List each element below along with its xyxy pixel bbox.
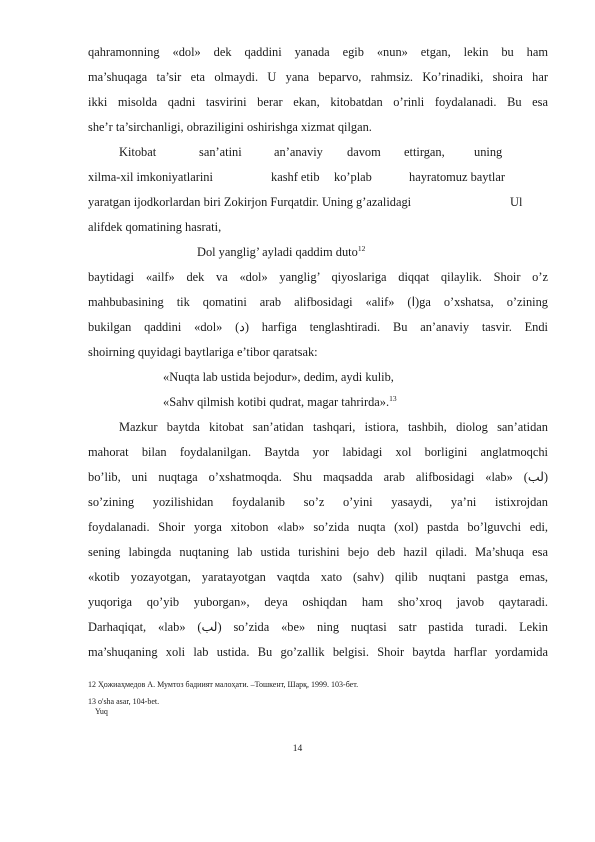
body-line: foydalanadi. Shoir yorga xitobon «lab» so’zida nuqta (xol) pastda bo’lguvchi edi, (88, 520, 548, 534)
body-line: ma’shuqaga ta’sir eta olmaydi. U yana beparvo, rahmsiz. Ko’rinadiki, shoira har (88, 70, 548, 84)
footnote-fragment: Yuq (95, 707, 108, 716)
verse-line: Dol yanglig’ ayladi qaddim duto$^{12}$ (197, 243, 366, 259)
body-line: baytidagi «ailf» dek va «dol» yanglig’ qiyoslariga diqqat qilaylik. Shoir o’z (88, 270, 548, 284)
body-line: Mazkur baytda kitobat san’atidan tashqari, istiora, tashbih, diolog san’atidan (119, 420, 548, 434)
body-line: bo’lib, uni nuqtaga o’xshatmoqda. Shu maqsadda arab alifbosidagi «lab» (لب) (88, 470, 548, 484)
body-line: mahorat bilan foydalanilgan. Baytda yor labidagi xol borligini anglatmoqchi (88, 445, 548, 459)
body-line: yaratgan ijodkorlardan biri Zokirjon Furqatdir. Uning g’azalidagi Ul (88, 195, 523, 209)
body-line: she’r ta’sirchanligi, obraziliginі oshirishga xizmat qilgan. (88, 120, 372, 134)
body-line: mahbubasining tik qomatini arab alifbosidagi «alif» (ا)ga o’xshatsa, o’zining (88, 295, 548, 309)
body-line: qahramonning «dol» dek qaddini yanada egib «nun» etgan, lekin bu ham (88, 45, 548, 59)
body-line: ma’shuqaning xoli lab ustida. Bu go’zallik belgisi. Shoir baytda harflar yordamida (88, 645, 548, 659)
body-line: Darhaqiqat, «lab» (لب) so’zida «be» ning nuqtasi satr pastida turadi. Lekin (88, 620, 549, 634)
verse-line: «Sahv qilmish kotibi qudrat, magar tahrirda».$^{13}$ (163, 393, 397, 409)
document-page: qahramonning «dol» dek qaddini yanada egib «nun» etgan, lekin bu ham ma’shuqaga ta’sir eta olmaydi. U yana beparvo, rahmsiz. Ko’rinadiki, shoira har ikki misolda qadni tasvirini berar ekan, kitobatdan o’rinli foydalanadi. Bu esa she’r ta’sirchanligi, obraziliginі oshirishga xizmat qilgan. Kitobat san’atini an’anaviy davom ettirgan, uning xilma-xil imkoniyatlarini kashf etib ko’plab hayratomuz baytlar yaratgan ijodkorlardan biri Zokirjon Furqatdir. Uning g’azalidagi Ul alifdek qomatining hasrati, Dol yanglig’ ayladi qaddim duto$^{12}$ baytidagi «ailf» dek va «dol» yanglig’ qiyoslariga diqqat qilaylik. Shoir o’z mahbubasining tik qomatini arab alifbosidagi «alif» (ا)ga o’xshatsa, o’zining bukilgan qaddini «dol» (د) harfiga tenglashtiradi. Bu an’anaviy tasvir. Endi shoirning quyidagi baytlariga e’tibor qaratsak: «Nuqta lab ustida bejodur», dedim, aydi kulib, «Sahv qilmish kotibi qudrat, magar tahrirda».$^{13}$ Mazkur baytda kitobat san’atidan tashqari, istiora, tashbih, diolog san’atidan mahorat bilan foydalanilgan. Baytda yor labidagi xol borligini anglatmoqchi bo’lib, uni nuqtaga o’xshatmoqda. Shu maqsadda arab alifbosidagi «lab» (لب) so’zining yozilishidan foydalanib so’z o’yini yasaydi, ya’ni istixrojdan foydalanadi. Shoir yorga xitobon «lab» so’zida nuqta (xol) pastda bo’lguvchi edi, sening labingda nuqtaning lab ustida turishini bejo deb hazil qiladi. Ma’shuqa esa «kotib yozayotgan, yaratayotgan vaqtda xato (sahv) qilib nuqtani pastga emas, yuqoriga qo’yib yuborgan», deya oshiqdan ham sho’xroq javob qaytaradi. Darhaqiqat, «lab» (لب) so’zida «be» ning nuqtasi satr pastida turadi. Lekin ma’shuqaning xoli lab ustida. Bu go’zallik belgisi. Shoir baytda harflar yordamida 12 Ҳожиаҳмедов А. Мумтоз бадиият малоҳати. –Тошкент, Шарқ, 1999. 103-бет. 13 o'sha asar, 104-bet. Yuq 14 (0, 0, 595, 842)
body-line: sening labingda nuqtaning lab ustida turishini bejo deb hazil qiladi. Ma’shuqa esa (88, 545, 548, 559)
body-line: «kotib yozayotgan, yaratayotgan vaqtda xato (sahv) qilib nuqtani pastga emas, (88, 570, 548, 584)
body-line: yuqoriga qo’yib yuborgan», deya oshiqdan ham sho’xroq javob qaytaradi. (88, 595, 548, 609)
verse-line: «Nuqta lab ustida bejodur», dedim, aydi kulib, (163, 370, 394, 384)
body-line: ikki misolda qadni tasvirini berar ekan, kitobatdan o’rinli foydalanadi. Bu esa (88, 95, 548, 109)
body-line: alifdek qomatining hasrati, (88, 220, 222, 234)
footnote: 13 o'sha asar, 104-bet. (88, 697, 160, 706)
page-number: 14 (292, 744, 303, 754)
body-line: bukilgan qaddini «dol» (د) harfiga tenglashtiradi. Bu an’anaviy tasvir. Endi (88, 320, 548, 334)
body-line: shoirning quyidagi baytlariga e’tibor qaratsak: (88, 345, 318, 359)
footnote-ref: 13 (389, 393, 397, 403)
footnote: 12 Ҳожиаҳмедов А. Мумтоз бадиият малоҳати. –Тошкент, Шарқ, 1999. 103-бет. (88, 680, 359, 689)
body-line: so’zining yozilishidan foydalanib so’z o’yini yasaydi, ya’ni istixrojdan (88, 495, 548, 509)
footnote-ref: 12 (357, 243, 366, 253)
